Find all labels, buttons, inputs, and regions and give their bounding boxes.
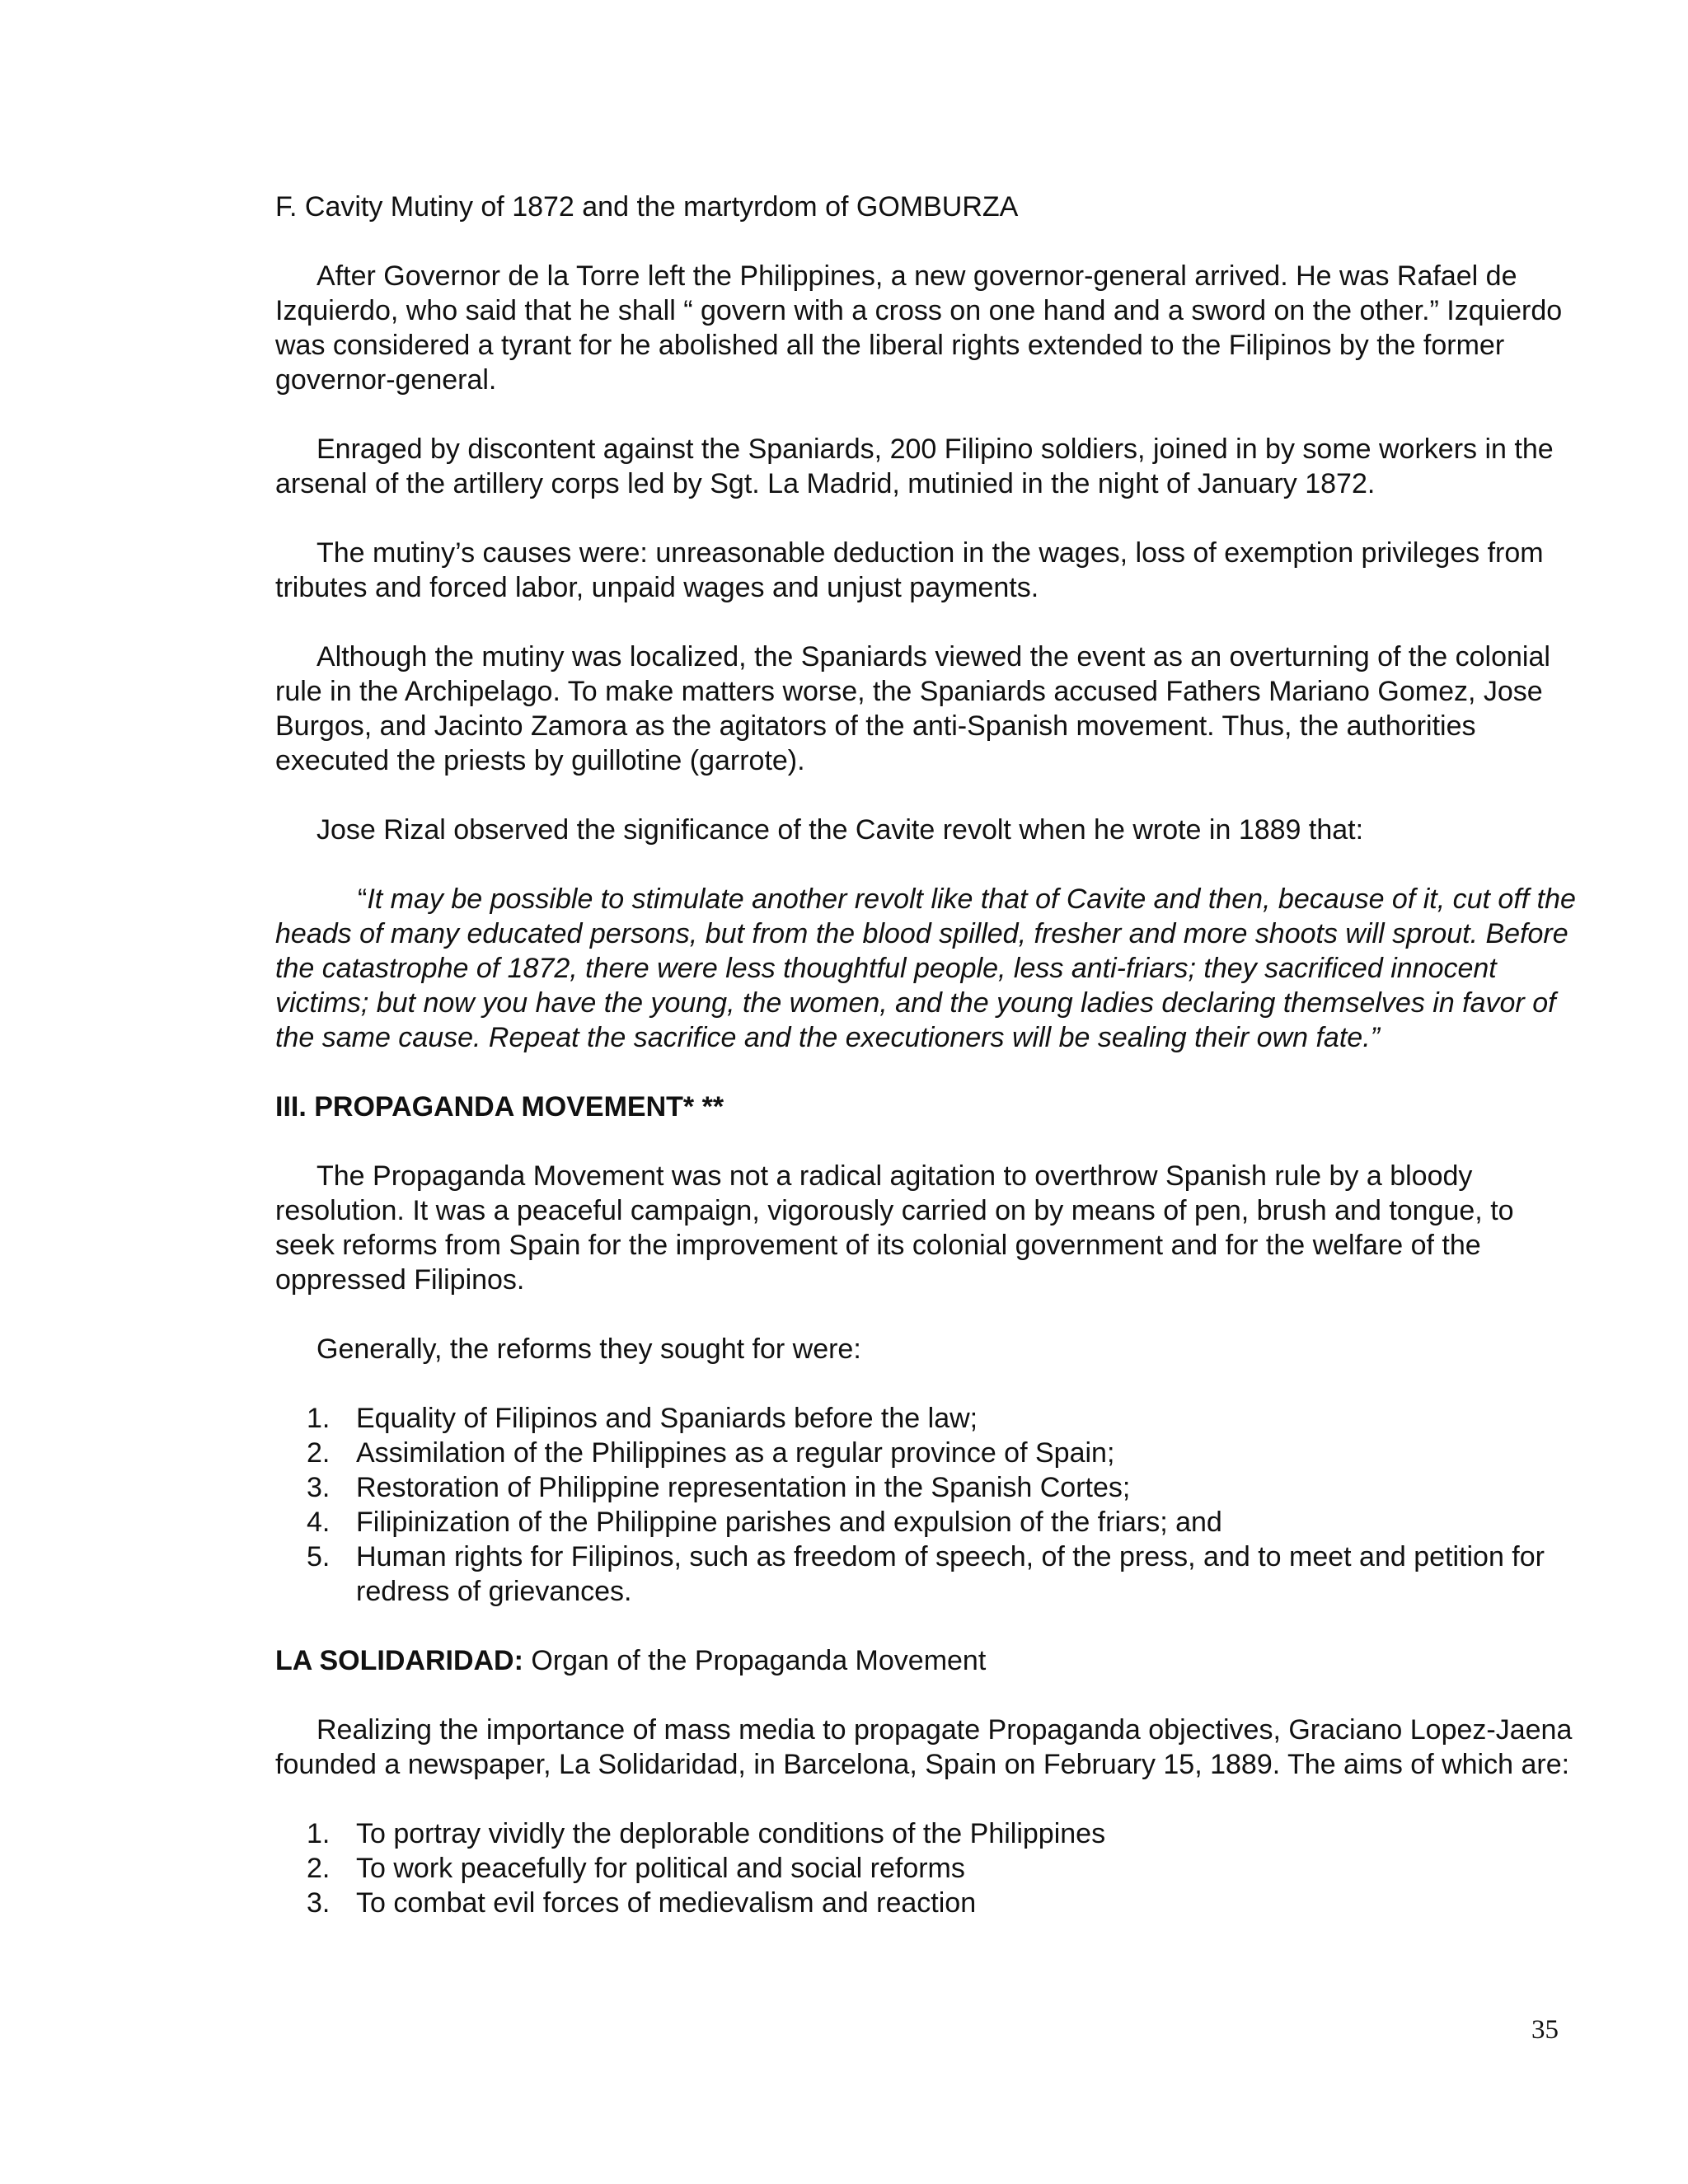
list-item (275, 1851, 1578, 1886)
list-item (275, 1470, 1578, 1505)
paragraph-solidaridad: Realizing the importance of mass media to propagate Propaganda objectives, Graciano Lopez-Jaena founded a newspaper, La Solidaridad, in Barcelona, Spain on February 15, 1889. The aims of which are: (275, 1714, 1573, 1780)
paragraph-reforms-intro: Generally, the reforms they sought for were: (316, 1333, 861, 1365)
page-number: 35 (1531, 2015, 1559, 2045)
aims-list (275, 1816, 1578, 1920)
paragraph-gomburza: Although the mutiny was localized, the Spaniards viewed the event as an overturning of the colonial rule in the Archipelago. To make matters worse, the Spaniards accused Fathers Mariano Gomez, Jose Burgos, and Jacinto Zamora as the agitators of the anti-Spanish movement. Thus, the authorities executed the priests by guillotine (garrote). (275, 641, 1550, 776)
paragraph-propaganda: The Propaganda Movement was not a radical agitation to overthrow Spanish rule by a bloody resolution. It was a peaceful campaign, vigorously carried on by means of pen, brush and tongue, to seek reforms from Spain for the improvement of its colonial government and for the welfare of the oppressed Filipinos. (275, 1160, 1514, 1296)
list-number: 3. (307, 1887, 331, 1919)
solidaridad-heading (275, 1643, 1578, 1678)
list-number: 3. (307, 1472, 331, 1503)
reforms-list (275, 1401, 1578, 1609)
list-item (275, 1886, 1578, 1920)
list-text: To work peacefully for political and social reforms (356, 1853, 965, 1884)
list-number: 4. (307, 1507, 331, 1538)
list-text: Equality of Filipinos and Spaniards before the law; (356, 1403, 978, 1434)
list-item (275, 1816, 1578, 1851)
list-number: 2. (307, 1853, 331, 1884)
list-number: 2. (307, 1437, 331, 1469)
list-number: 1. (307, 1403, 331, 1434)
solidaridad-heading-rest: Organ of the Propaganda Movement (523, 1645, 987, 1676)
paragraph-causes: The mutiny’s causes were: unreasonable deduction in the wages, loss of exemption privileges from tributes and forced labor, unpaid wages and unjust payments. (275, 537, 1544, 603)
list-item (275, 1401, 1578, 1436)
list-text: To portray vividly the deplorable conditions of the Philippines (356, 1818, 1106, 1849)
list-number: 1. (307, 1818, 331, 1849)
list-item (275, 1540, 1578, 1609)
list-text: Human rights for Filipinos, such as freedom of speech, of the press, and to meet and petition for redress of grievances. (356, 1541, 1545, 1607)
quote-open-mark: “ (358, 883, 368, 915)
list-item (275, 1505, 1578, 1540)
list-text: Restoration of Philippine representation in the Spanish Cortes; (356, 1472, 1131, 1503)
paragraph-rizal-intro: Jose Rizal observed the significance of the Cavite revolt when he wrote in 1889 that: (316, 814, 1364, 846)
list-item (275, 1436, 1578, 1470)
list-text: To combat evil forces of medievalism and reaction (356, 1887, 977, 1919)
list-text: Filipinization of the Philippine parishes and expulsion of the friars; and (356, 1507, 1222, 1538)
rizal-quote (275, 882, 1578, 1055)
page-content (275, 190, 1578, 1955)
list-text: Assimilation of the Philippines as a regular province of Spain; (356, 1437, 1115, 1469)
quote-text: It may be possible to stimulate another revolt like that of Cavite and then, because of it, cut off the heads of many educated persons, but from the blood spilled, fresher and more shoots will sprout. Before the catastrophe of 1872, there were less thoughtful people, less anti-friars; they sacrificed innocent victims; but now you have the young, the women, and the young ladies declaring themselves in favor of the same cause. Repeat the sacrifice and the executioners will be sealing their own fate.” (275, 883, 1576, 1053)
list-number: 5. (307, 1541, 331, 1572)
solidaridad-heading-bold: LA SOLIDARIDAD: (275, 1645, 523, 1676)
paragraph-mutiny: Enraged by discontent against the Spaniards, 200 Filipino soldiers, joined in by some workers in the arsenal of the artillery corps led by Sgt. La Madrid, mutinied in the night of January 1872. (275, 434, 1554, 499)
propaganda-heading: III. PROPAGANDA MOVEMENT* ** (275, 1091, 724, 1122)
paragraph-izquierdo: After Governor de la Torre left the Philippines, a new governor-general arrived. He was Rafael de Izquierdo, who said that he shall “ govern with a cross on one hand and a sword on the other.” Izquierdo was considered a tyrant for he abolished all the liberal rights extended to the Filipinos by the former governor-general. (275, 260, 1563, 396)
section-f-heading: F. Cavity Mutiny of 1872 and the martyrdom of GOMBURZA (275, 191, 1019, 223)
